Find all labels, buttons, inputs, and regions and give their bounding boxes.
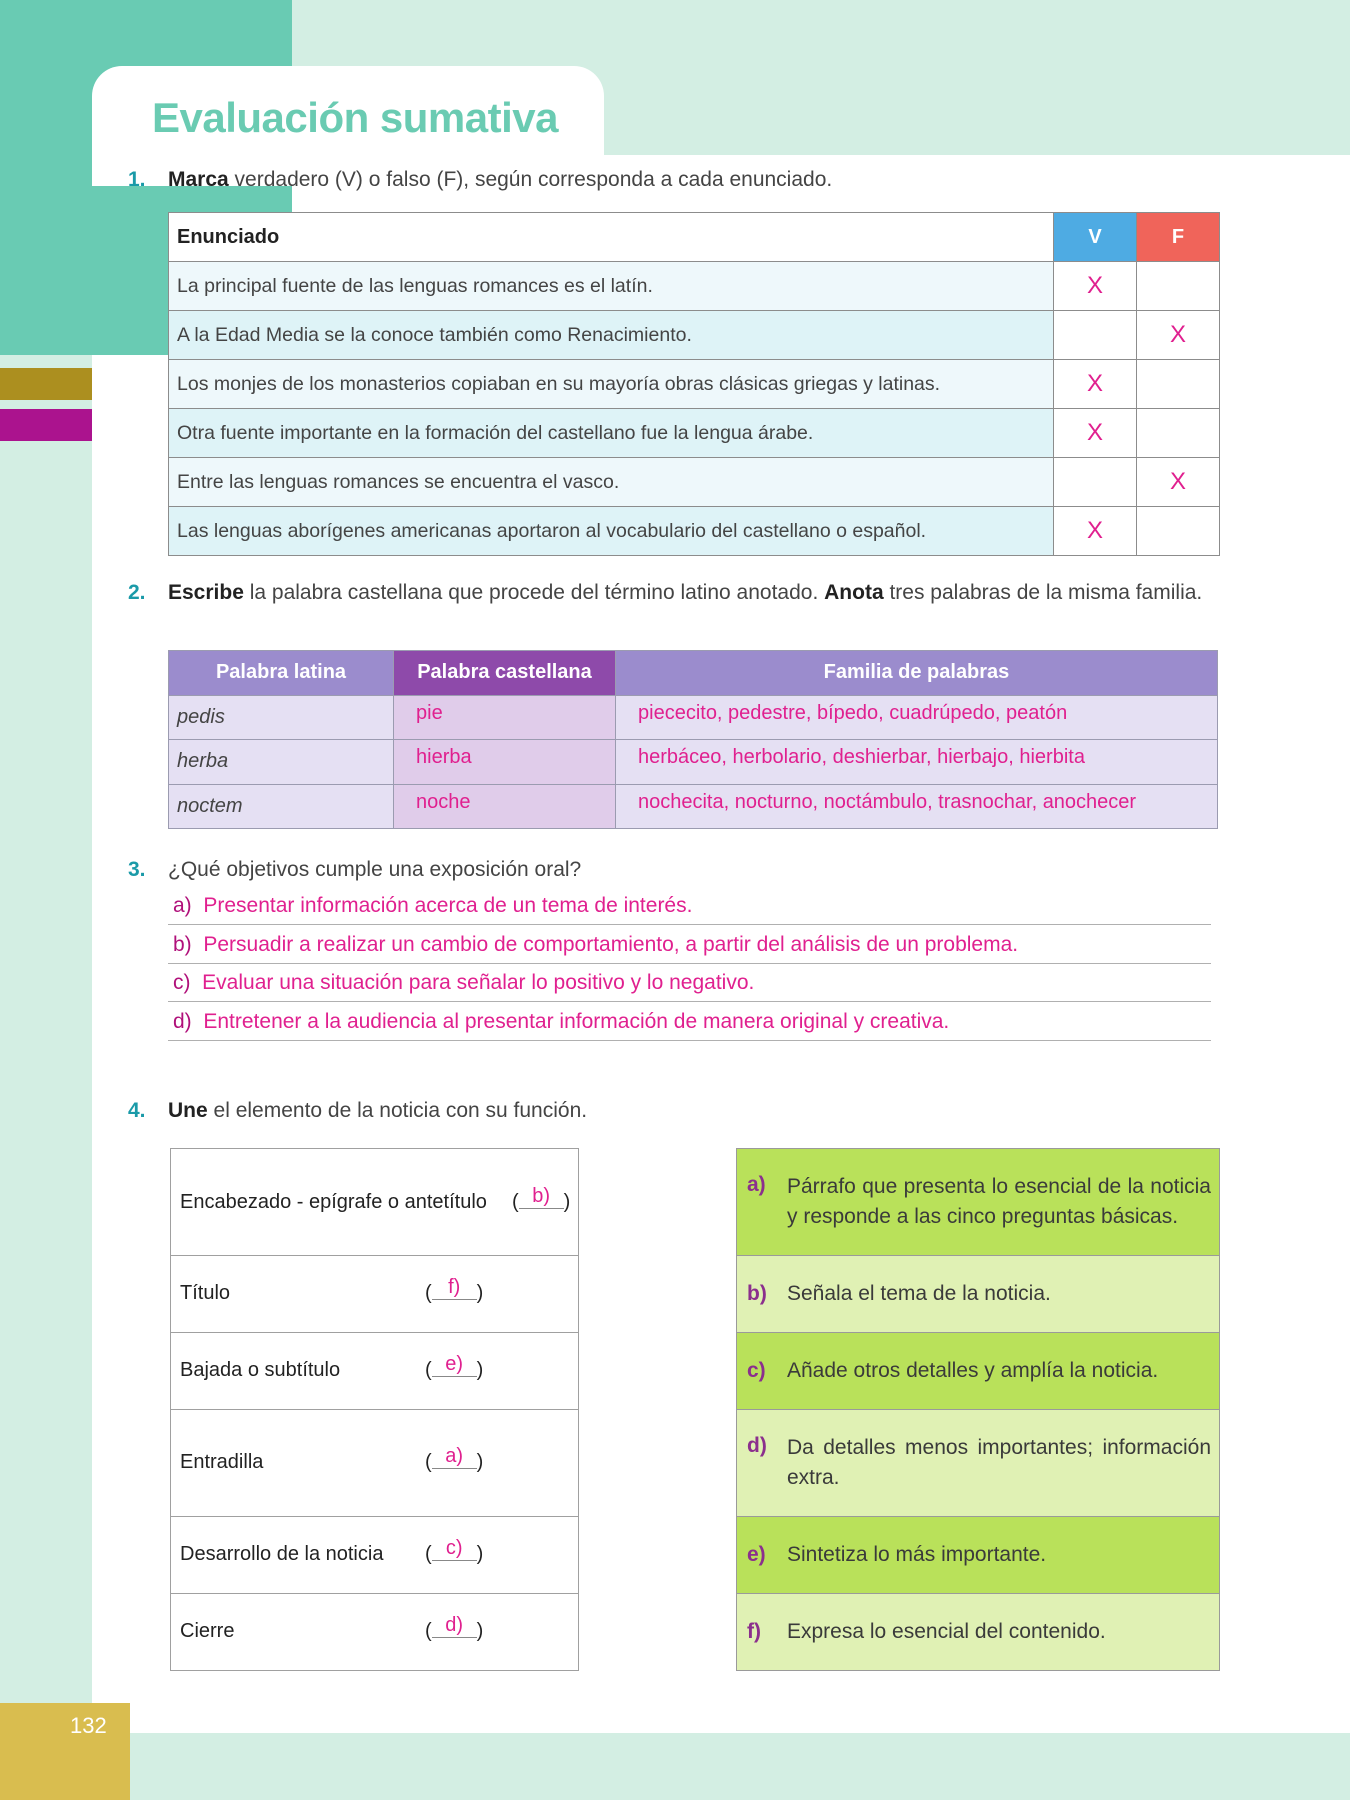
match-answer[interactable]: d) [432, 1614, 477, 1638]
news-functions-list [736, 1148, 1220, 1671]
news-element-row [171, 1256, 578, 1333]
news-element-row [171, 1410, 578, 1517]
bottom-band [0, 1733, 1350, 1800]
function-letter: d) [747, 1434, 767, 1457]
function-letter: a) [747, 1173, 766, 1196]
false-checkbox-cell[interactable]: X [1137, 311, 1220, 360]
true-checkbox-cell[interactable] [1054, 311, 1137, 360]
answer-label: d) [173, 1010, 192, 1033]
question-number: 4. [128, 1099, 146, 1122]
match-answer[interactable]: f) [432, 1276, 477, 1300]
question-2 [128, 578, 1220, 608]
statement-cell: Entre las lenguas romances se encuentra el vasco. [169, 458, 1054, 507]
page-number: 132 [70, 1713, 107, 1738]
news-element-row [171, 1517, 578, 1594]
question-1 [128, 165, 833, 195]
false-checkbox-cell[interactable]: X [1137, 458, 1220, 507]
question-text: ¿Qué objetivos cumple una exposición oral? [168, 858, 582, 881]
function-letter: f) [747, 1620, 761, 1643]
question-text: la palabra castellana que procede del término latino anotado. [243, 581, 825, 604]
element-name: Desarrollo de la noticia [180, 1543, 384, 1565]
header-castilian: Palabra castellana [394, 651, 616, 696]
answer-line[interactable] [168, 926, 1211, 964]
answer-text: Presentar información acerca de un tema de interés. [203, 894, 693, 917]
question-text: tres palabras de la misma familia. [883, 581, 1203, 604]
castilian-word-input[interactable]: pie [394, 695, 616, 740]
table-row [169, 507, 1220, 556]
question-verb: Escribe [168, 581, 244, 604]
question-verb: Marca [168, 168, 229, 191]
news-element-row [171, 1594, 578, 1670]
latin-word: herba [169, 740, 394, 785]
gold-stripe [0, 368, 92, 400]
table-row [169, 311, 1220, 360]
function-row [737, 1594, 1219, 1670]
table-row [169, 360, 1220, 409]
table-row [169, 409, 1220, 458]
header-family: Familia de palabras [616, 651, 1218, 696]
page-number-box [0, 1703, 130, 1800]
match-blank[interactable]: ( c) ) [425, 1537, 484, 1565]
function-text: Da detalles menos importantes; información extra. [787, 1436, 1211, 1489]
function-row [737, 1410, 1219, 1517]
answer-text: Persuadir a realizar un cambio de comportamiento, a partir del análisis de un problema. [203, 933, 1019, 956]
match-blank[interactable]: ( f) ) [425, 1276, 484, 1304]
header-latin: Palabra latina [169, 651, 394, 696]
answer-line[interactable] [168, 1003, 1211, 1041]
function-row [737, 1517, 1219, 1594]
question-text: el elemento de la noticia con su función. [207, 1099, 588, 1122]
match-blank[interactable]: ( e) ) [425, 1353, 484, 1381]
match-blank[interactable]: ( b) ) [512, 1185, 571, 1213]
header-true: V [1054, 213, 1137, 262]
true-checkbox-cell[interactable]: X [1054, 409, 1137, 458]
header-statement: Enunciado [169, 213, 1054, 262]
statement-cell: La principal fuente de las lenguas romances es el latín. [169, 262, 1054, 311]
true-checkbox-cell[interactable]: X [1054, 507, 1137, 556]
function-row [737, 1149, 1219, 1256]
match-answer[interactable]: a) [432, 1445, 477, 1469]
function-row [737, 1256, 1219, 1333]
news-element-row [171, 1333, 578, 1410]
answer-label: b) [173, 933, 192, 956]
latin-word: pedis [169, 695, 394, 740]
function-text: Sintetiza lo más importante. [787, 1543, 1047, 1566]
true-checkbox-cell[interactable] [1054, 458, 1137, 507]
answer-label: a) [173, 894, 192, 917]
question-verb: Anota [824, 581, 884, 604]
match-answer[interactable]: c) [432, 1537, 477, 1561]
false-checkbox-cell[interactable] [1137, 409, 1220, 458]
word-family-table [168, 650, 1218, 829]
word-family-input[interactable]: nochecita, nocturno, noctámbulo, trasnochar, anochecer [616, 784, 1218, 829]
question-verb: Une [168, 1099, 208, 1122]
word-family-input[interactable]: herbáceo, herbolario, deshierbar, hierbajo, hierbita [616, 740, 1218, 785]
question-number: 1. [128, 168, 146, 191]
statement-cell: Otra fuente importante en la formación del castellano fue la lengua árabe. [169, 409, 1054, 458]
statement-cell: A la Edad Media se la conoce también como Renacimiento. [169, 311, 1054, 360]
answer-line[interactable] [168, 964, 1211, 1002]
table-header-row [169, 213, 1220, 262]
function-row [737, 1333, 1219, 1410]
function-text: Señala el tema de la noticia. [787, 1282, 1051, 1305]
statement-cell: Los monjes de los monasterios copiaban en su mayoría obras clásicas griegas y latinas. [169, 360, 1054, 409]
function-letter: e) [747, 1543, 766, 1566]
element-name: Cierre [180, 1620, 235, 1642]
question-number: 2. [128, 581, 146, 604]
latin-word: noctem [169, 784, 394, 829]
table-row [169, 262, 1220, 311]
statement-cell: Las lenguas aborígenes americanas aportaron al vocabulario del castellano o español. [169, 507, 1054, 556]
false-checkbox-cell[interactable] [1137, 360, 1220, 409]
magenta-stripe [0, 409, 92, 441]
castilian-word-input[interactable]: noche [394, 784, 616, 829]
function-letter: c) [747, 1359, 766, 1382]
match-answer[interactable]: e) [432, 1353, 477, 1377]
match-blank[interactable]: ( d) ) [425, 1614, 484, 1642]
table-row [169, 784, 1218, 829]
word-family-input[interactable]: piececito, pedestre, bípedo, cuadrúpedo, peatón [616, 695, 1218, 740]
element-name: Encabezado - epígrafe o antetítulo [180, 1191, 487, 1213]
false-checkbox-cell[interactable] [1137, 262, 1220, 311]
table-header-row [169, 651, 1218, 696]
match-blank[interactable]: ( a) ) [425, 1445, 484, 1473]
false-checkbox-cell[interactable] [1137, 507, 1220, 556]
function-text: Añade otros detalles y amplía la noticia. [787, 1359, 1159, 1382]
true-checkbox-cell[interactable]: X [1054, 360, 1137, 409]
function-letter: b) [747, 1282, 767, 1305]
answer-text: Evaluar una situación para señalar lo positivo y lo negativo. [202, 971, 755, 994]
answer-text: Entretener a la audiencia al presentar información de manera original y creativa. [203, 1010, 950, 1033]
page-title: Evaluación sumativa [152, 94, 559, 141]
news-elements-list [170, 1148, 579, 1671]
function-text: Párrafo que presenta lo esencial de la noticia y responde a las cinco preguntas básicas. [787, 1175, 1211, 1228]
header-false: F [1137, 213, 1220, 262]
element-name: Bajada o subtítulo [180, 1359, 341, 1381]
true-checkbox-cell[interactable]: X [1054, 262, 1137, 311]
table-row [169, 740, 1218, 785]
question-text: verdadero (V) o falso (F), según corresponda a cada enunciado. [228, 168, 833, 191]
table-row [169, 458, 1220, 507]
question-3 [128, 855, 582, 885]
table-row [169, 695, 1218, 740]
question-number: 3. [128, 858, 146, 881]
castilian-word-input[interactable]: hierba [394, 740, 616, 785]
question-4 [128, 1096, 588, 1126]
function-text: Expresa lo esencial del contenido. [787, 1620, 1106, 1643]
match-answer[interactable]: b) [519, 1185, 564, 1209]
answer-label: c) [173, 971, 191, 994]
answer-line[interactable] [168, 887, 1211, 925]
true-false-table [168, 212, 1220, 556]
element-name: Título [180, 1282, 231, 1304]
news-element-row [171, 1149, 578, 1256]
element-name: Entradilla [180, 1451, 264, 1473]
